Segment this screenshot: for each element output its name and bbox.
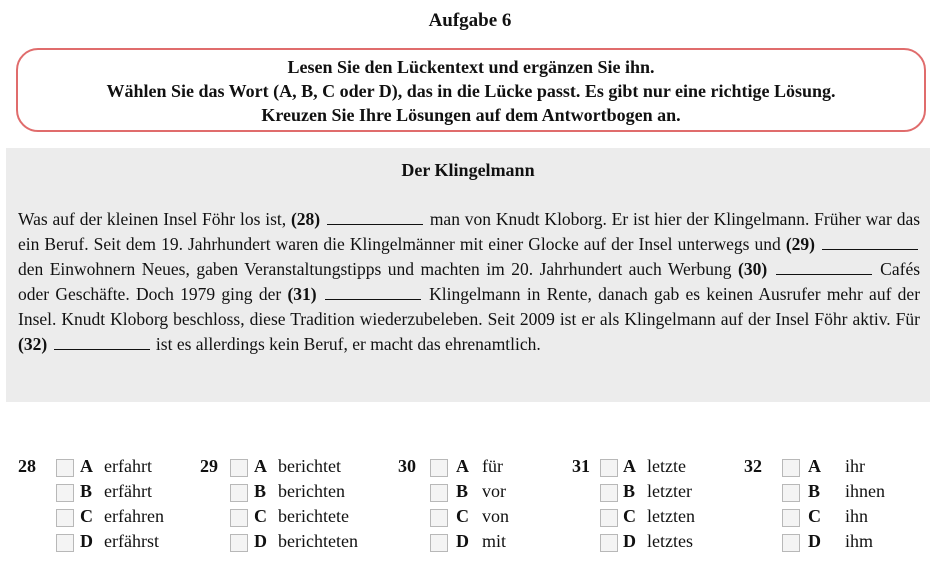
option-text: vor (482, 481, 506, 501)
answer-checkbox[interactable] (600, 484, 618, 502)
option-text: erfährt (104, 481, 152, 501)
gap-blank (327, 210, 423, 225)
option-letter: B (808, 481, 821, 501)
answer-checkbox[interactable] (56, 534, 74, 552)
instruction-line: Kreuzen Sie Ihre Lösungen auf dem Antwortbogen an. (261, 105, 681, 125)
option-letter: D (80, 531, 93, 551)
gap-number: (32) (18, 334, 48, 354)
answer-checkbox[interactable] (430, 459, 448, 477)
answer-options (0, 456, 940, 566)
gap-blank (822, 235, 918, 250)
answer-checkbox[interactable] (56, 459, 74, 477)
option-text: ihn (845, 506, 869, 526)
answer-checkbox[interactable] (230, 484, 248, 502)
answer-checkbox[interactable] (430, 484, 448, 502)
option-letter: A (80, 456, 93, 476)
question-number: 29 (200, 456, 218, 476)
story-segment: Klingelmann in Rente, danach gab es keinen Ausrufer mehr auf der Insel. Knudt Kloborg beschloss, diese Tradition wiederzubeleben. Seit 2009 ist er als Klingelmann auf der Insel Föhr aktiv. Für (18, 284, 921, 329)
question-number: 30 (398, 456, 416, 476)
story-segment: Was auf der kleinen Insel Föhr los ist, (18, 209, 287, 229)
option-text: letztes (647, 531, 693, 551)
option-text: von (482, 506, 509, 526)
gap-blank (54, 335, 150, 350)
option-letter: C (80, 506, 93, 526)
option-letter: A (456, 456, 469, 476)
option-text: letzte (647, 456, 686, 476)
option-letter: B (80, 481, 93, 501)
option-text: berichteten (278, 531, 358, 551)
answer-checkbox[interactable] (782, 459, 800, 477)
answer-checkbox[interactable] (430, 509, 448, 527)
question-number: 31 (572, 456, 590, 476)
option-letter: D (456, 531, 469, 551)
answer-checkbox[interactable] (56, 509, 74, 527)
option-letter: B (623, 481, 636, 501)
option-text: berichtete (278, 506, 349, 526)
option-text: berichtet (278, 456, 341, 476)
story-segment: den Einwohnern Neues, gaben Veranstaltungstipps und machten im 20. Jahrhundert auch Werbung (18, 259, 732, 279)
option-text: mit (482, 531, 507, 551)
instruction-line: Wählen Sie das Wort (A, B, C oder D), das in die Lücke passt. Es gibt nur eine richtige Lösung. (106, 81, 836, 101)
instructions-box (16, 48, 926, 132)
answer-checkbox[interactable] (782, 509, 800, 527)
answer-checkbox[interactable] (430, 534, 448, 552)
gap-blank (325, 285, 421, 300)
story-text (18, 207, 920, 357)
option-letter: B (456, 481, 469, 501)
story-segment: man von Knudt Kloborg. Er ist hier der Klingelmann. Früher war das ein Beruf. Seit dem 19. Jahrhundert waren die Klingelmänner mit einer Glocke auf der Insel unterwegs und (18, 209, 921, 254)
instruction-line: Lesen Sie den Lückentext und ergänzen Sie ihn. (287, 57, 655, 77)
option-text: erfährst (104, 531, 159, 551)
answer-checkbox[interactable] (230, 459, 248, 477)
story-segment: ist es allerdings kein Beruf, er macht das ehrenamtlich. (155, 334, 541, 354)
option-letter: A (254, 456, 267, 476)
option-text: berichten (278, 481, 345, 501)
story-title: Der Klingelmann (401, 160, 535, 180)
option-text: letzter (647, 481, 692, 501)
option-text: letzten (647, 506, 695, 526)
option-letter: A (623, 456, 636, 476)
option-letter: A (808, 456, 821, 476)
option-text: ihm (845, 531, 874, 551)
answer-checkbox[interactable] (600, 534, 618, 552)
page-title: Aufgabe 6 (428, 10, 512, 31)
gap-number: (29) (785, 234, 815, 254)
option-text: für (482, 456, 503, 476)
answer-checkbox[interactable] (230, 534, 248, 552)
answer-checkbox[interactable] (230, 509, 248, 527)
option-text: ihnen (845, 481, 885, 501)
gap-blank (776, 260, 872, 275)
question-number: 28 (18, 456, 36, 476)
answer-checkbox[interactable] (600, 459, 618, 477)
option-text: erfahren (104, 506, 164, 526)
story-segment: Cafés oder Geschäfte. Doch 1979 ging der (18, 259, 921, 304)
question-number: 32 (744, 456, 762, 476)
option-letter: B (254, 481, 267, 501)
option-letter: D (623, 531, 636, 551)
option-letter: D (808, 531, 821, 551)
option-letter: C (254, 506, 267, 526)
answer-checkbox[interactable] (782, 484, 800, 502)
answer-checkbox[interactable] (782, 534, 800, 552)
option-letter: C (808, 506, 821, 526)
gap-number: (30) (738, 259, 768, 279)
answer-checkbox[interactable] (600, 509, 618, 527)
gap-number: (31) (287, 284, 317, 304)
option-letter: D (254, 531, 267, 551)
option-text: erfahrt (104, 456, 152, 476)
text-panel (6, 148, 930, 402)
option-letter: C (623, 506, 636, 526)
option-text: ihr (845, 456, 865, 476)
option-letter: C (456, 506, 469, 526)
gap-number: (28) (290, 209, 321, 229)
answer-checkbox[interactable] (56, 484, 74, 502)
